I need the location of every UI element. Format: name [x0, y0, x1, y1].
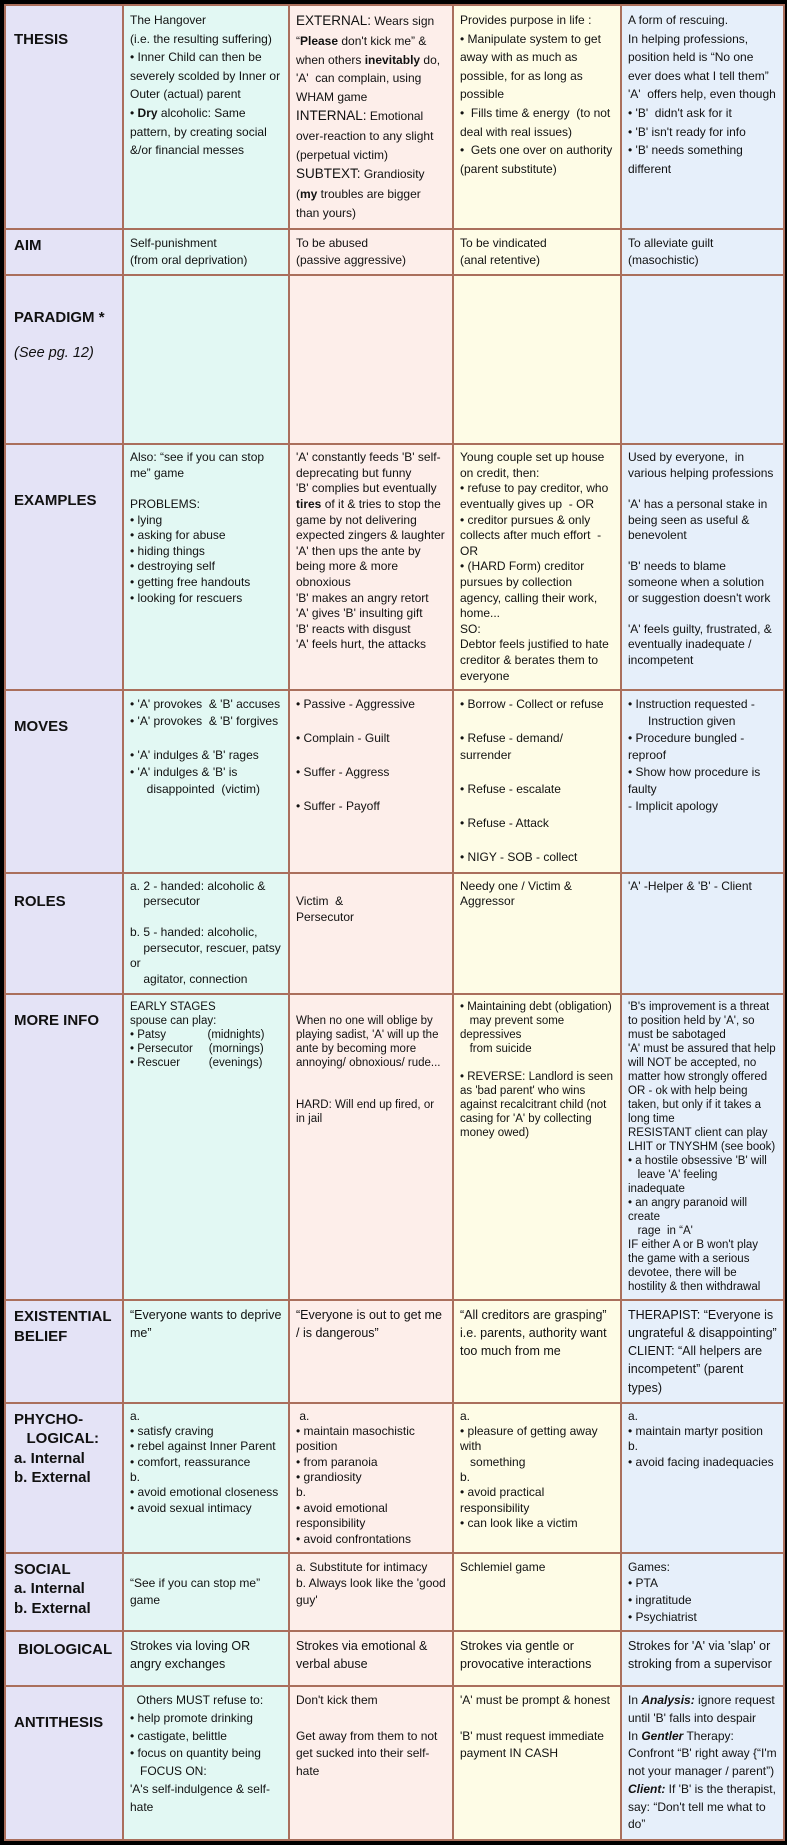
table-row-antithesis — [5, 1686, 784, 1840]
row-header-label: EXISTENTIAL BELIEF — [14, 1308, 112, 1345]
thesis-cell-col1: The Hangover (i.e. the resulting suffering) • Inner Child can then be severely scolded by Inner or Outer (actual) parent • Dry alcoholic: Same pattern, by creating social &/or financial messes — [123, 5, 289, 229]
paradigm-cell-col3 — [453, 275, 621, 444]
row-header-social — [5, 1553, 123, 1631]
row-header-label: PARADIGM * — [14, 309, 105, 327]
table-row-moves — [5, 690, 784, 872]
table-row-paradigm — [5, 275, 784, 444]
row-header-paradigm — [5, 275, 123, 444]
existential-cell-col4: THERAPIST: “Everyone is ungrateful & disappointing” CLIENT: “All helpers are incompetent” (parent types) — [621, 1300, 784, 1403]
table-row-phycho-logical — [5, 1403, 784, 1553]
moves-cell-col4: • Instruction requested - Instruction given • Procedure bungled - reproof • Show how procedure is faulty - Implicit apology — [621, 690, 784, 872]
more-info-cell-col2: When no one will oblige by playing sadist, 'A' will up the ante by becoming more annoying/ obnoxious/ rude... HARD: Will end up fired, or in jail — [289, 994, 453, 1300]
existential-cell-col2: “Everyone is out to get me / is dangerous” — [289, 1300, 453, 1403]
table-row-social — [5, 1553, 784, 1631]
table-row-existential-belief — [5, 1300, 784, 1403]
phycho-cell-col3: a. • pleasure of getting away with something b. • avoid practical responsibility • can look like a victim — [453, 1403, 621, 1553]
row-header-label: SOCIAL a. Internal b. External — [14, 1560, 91, 1617]
antithesis-cell-col1: Others MUST refuse to: • help promote drinking • castigate, belittle • focus on quantity being FOCUS ON: 'A's self-indulgence & self-hate — [123, 1686, 289, 1840]
row-header-roles — [5, 873, 123, 994]
moves-cell-col3: • Borrow - Collect or refuse • Refuse - demand/ surrender • Refuse - escalate • Refuse - Attack • NIGY - SOB - collect — [453, 690, 621, 872]
roles-cell-col4: 'A' -Helper & 'B' - Client — [621, 873, 784, 994]
aim-cell-col2: To be abused (passive aggressive) — [289, 229, 453, 276]
phycho-cell-col4: a. • maintain martyr position b. • avoid facing inadequacies — [621, 1403, 784, 1553]
social-cell-col4: Games: • PTA • ingratitude • Psychiatrist — [621, 1553, 784, 1631]
table-row-biological — [5, 1631, 784, 1686]
more-info-cell-col3: • Maintaining debt (obligation) may prevent some depressives from suicide • REVERSE: Landlord is seen as 'bad parent' who wins against recalcitrant child (not casing for 'A' by collecting money owed) — [453, 994, 621, 1300]
table-row-roles — [5, 873, 784, 994]
social-cell-col1: “See if you can stop me” game — [123, 1553, 289, 1631]
phycho-cell-col2: a. • maintain masochistic position • from paranoia • grandiosity b. • avoid emotional responsibility • avoid confrontations — [289, 1403, 453, 1553]
existential-cell-col3: “All creditors are grasping” i.e. parents, authority want too much from me — [453, 1300, 621, 1403]
phycho-cell-col1: a. • satisfy craving • rebel against Inner Parent • comfort, reassurance b. • avoid emotional closeness • avoid sexual intimacy — [123, 1403, 289, 1553]
row-header-aim — [5, 229, 123, 276]
moves-cell-col2: • Passive - Aggressive • Complain - Guilt • Suffer - Aggress • Suffer - Payoff — [289, 690, 453, 872]
paradigm-cell-col4 — [621, 275, 784, 444]
antithesis-cell-col2: Don't kick them Get away from them to not get sucked into their self-hate — [289, 1686, 453, 1840]
biological-cell-col3: Strokes via gentle or provocative interactions — [453, 1631, 621, 1686]
social-cell-col2: a. Substitute for intimacy b. Always look like the 'good guy' — [289, 1553, 453, 1631]
row-header-label: ROLES — [14, 892, 66, 910]
thesis-cell-col3: Provides purpose in life : • Manipulate system to get away with as much as possible, for as long as possible • Fills time & energy (to not deal with real issues) • Gets one over on authority (parent substitute) — [453, 5, 621, 229]
antithesis-cell-col3: 'A' must be prompt & honest 'B' must request immediate payment IN CASH — [453, 1686, 621, 1840]
table-row-aim — [5, 229, 784, 276]
row-header-label: PHYCHO- LOGICAL: a. Internal b. External — [14, 1410, 100, 1487]
examples-cell-col1: Also: “see if you can stop me” game PROBLEMS: • lying • asking for abuse • hiding things • destroying self • getting free handouts • looking for rescuers — [123, 444, 289, 690]
table-row-thesis — [5, 5, 784, 229]
roles-cell-col3: Needy one / Victim & Aggressor — [453, 873, 621, 994]
paradigm-cell-col1 — [123, 275, 289, 444]
social-cell-col3: Schlemiel game — [453, 1553, 621, 1631]
row-header-moves — [5, 690, 123, 872]
row-header-thesis — [5, 5, 123, 229]
row-header-label: MOVES — [14, 718, 69, 736]
biological-cell-col1: Strokes via loving OR angry exchanges — [123, 1631, 289, 1686]
row-header-label: MORE INFO — [14, 1011, 99, 1029]
examples-cell-col2: 'A' constantly feeds 'B' self-deprecating but funny 'B' complies but eventually tires of it & tries to stop the game by not delivering expected zingers & laughter 'A' then ups the ante by being more & more obnoxious 'B' makes an angry retort 'A' gives 'B' insulting gift 'B' reacts with disgust 'A' feels hurt, the attacks — [289, 444, 453, 690]
row-header-label: BIOLOGICAL — [18, 1641, 113, 1659]
row-header-label: AIM — [14, 236, 42, 254]
row-header-phycho-logical — [5, 1403, 123, 1553]
moves-cell-col1: • 'A' provokes & 'B' accuses • 'A' provokes & 'B' forgives • 'A' indulges & 'B' rages • 'A' indulges & 'B' is disappointed (victim) — [123, 690, 289, 872]
examples-cell-col4: Used by everyone, in various helping professions 'A' has a personal stake in being seen as useful & benevolent 'B' needs to blame someone when a solution or suggestion doesn't work 'A' feels guilty, frustrated, & eventually inadequate / incompetent — [621, 444, 784, 690]
row-header-note: (See pg. 12) — [14, 344, 94, 361]
row-header-antithesis — [5, 1686, 123, 1840]
row-header-label: EXAMPLES — [14, 492, 97, 510]
row-header-biological — [5, 1631, 123, 1686]
aim-cell-col1: Self-punishment (from oral deprivation) — [123, 229, 289, 276]
table-row-examples — [5, 444, 784, 690]
roles-cell-col1: a. 2 - handed: alcoholic & persecutor b. 5 - handed: alcoholic, persecutor, rescuer, patsy or agitator, connection — [123, 873, 289, 994]
row-header-more-info — [5, 994, 123, 1300]
thesis-cell-col4: A form of rescuing. In helping professions, position held is “No one ever does what I tell them” 'A' offers help, even though • 'B' didn't ask for it • 'B' isn't ready for info • 'B' needs something different — [621, 5, 784, 229]
antithesis-cell-col4: In Analysis: ignore request until 'B' falls into despair In Gentler Therapy: Confront “B' right away {“I'm not your manager / parent”) Client: If 'B' is the therapist, say: “Don't tell me what to do” — [621, 1686, 784, 1840]
row-header-label: ANTITHESIS — [14, 1714, 104, 1732]
table-row-more-info — [5, 994, 784, 1300]
row-header-examples — [5, 444, 123, 690]
aim-cell-col4: To alleviate guilt (masochistic) — [621, 229, 784, 276]
paradigm-cell-col2 — [289, 275, 453, 444]
roles-cell-col2: Victim & Persecutor — [289, 873, 453, 994]
aim-cell-col3: To be vindicated (anal retentive) — [453, 229, 621, 276]
row-header-existential-belief — [5, 1300, 123, 1403]
thesis-cell-col2: EXTERNAL: Wears sign “Please don't kick me” & when others inevitably do, 'A' can complain, using WHAM game INTERNAL: Emotional over-reaction to any slight (perpetual victim) SUBTEXT: Grandiosity (my troubles are bigger than yours) — [289, 5, 453, 229]
biological-cell-col2: Strokes via emotional & verbal abuse — [289, 1631, 453, 1686]
row-header-label: THESIS — [14, 31, 69, 48]
games-comparison-table — [4, 4, 785, 1841]
biological-cell-col4: Strokes for 'A' via 'slap' or stroking from a supervisor — [621, 1631, 784, 1686]
existential-cell-col1: “Everyone wants to deprive me” — [123, 1300, 289, 1403]
more-info-cell-col1: EARLY STAGES spouse can play: • Patsy (midnights) • Persecutor (mornings) • Rescuer (evenings) — [123, 994, 289, 1300]
more-info-cell-col4: 'B's improvement is a threat to position held by 'A', so must be sabotaged 'A' must be assured that help will NOT be accepted, no matter how strongly offered OR - ok with help being taken, but only if it takes a long time RESISTANT client can play LHIT or TNYSHM (see book) • a hostile obsessive 'B' will leave 'A' feeling inadequate • an angry paranoid will create rage in “A' IF either A or B won't play the game with a serious devotee, there will be hostility & then withdrawal — [621, 994, 784, 1300]
examples-cell-col3: Young couple set up house on credit, then: • refuse to pay creditor, who eventually gives up - OR • creditor pursues & only collects after much effort - OR • (HARD Form) creditor pursues by collection agency, calling their work, home... SO: Debtor feels justified to hate creditor & berates them to everyone — [453, 444, 621, 690]
